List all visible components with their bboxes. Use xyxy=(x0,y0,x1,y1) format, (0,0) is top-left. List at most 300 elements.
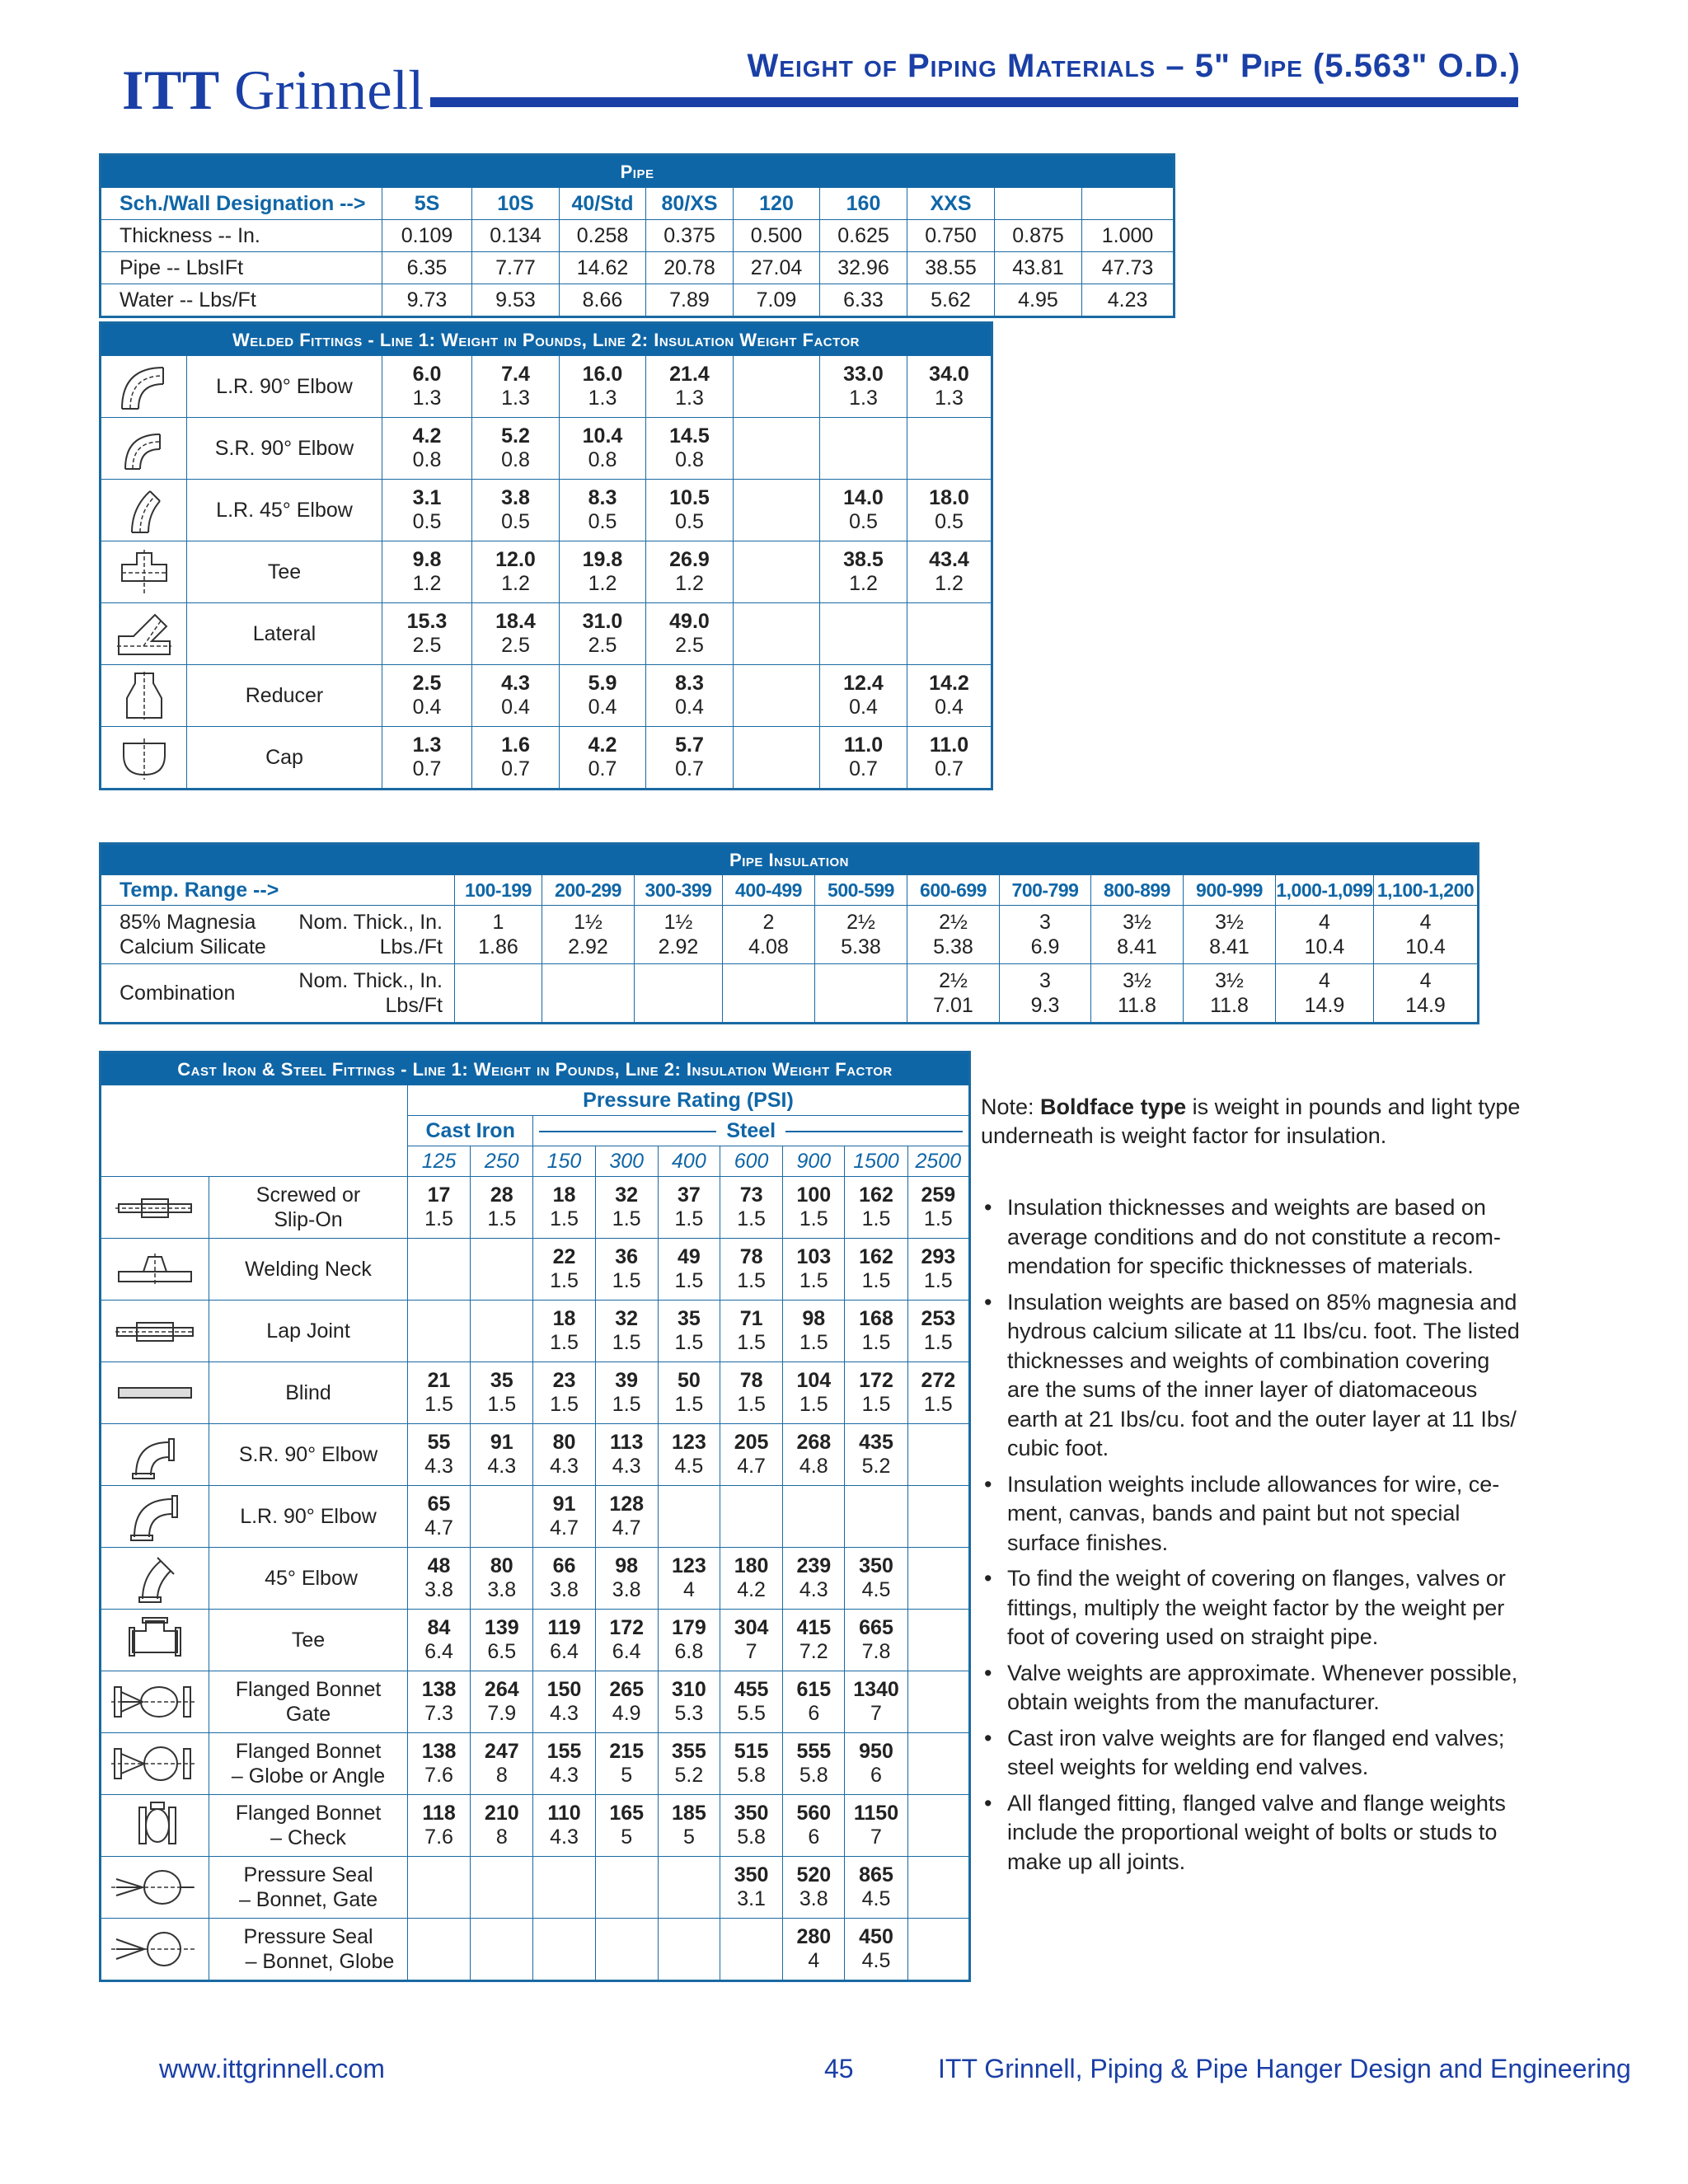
fitting-value-cell xyxy=(845,1548,907,1610)
weight-value: 350 xyxy=(734,1863,769,1886)
weight-value: 18.0 xyxy=(929,486,969,509)
fitting-value-cell xyxy=(407,1301,470,1362)
insulation-value-cell xyxy=(1091,906,1184,964)
insulation-factor: 1.5 xyxy=(674,1207,704,1230)
pipe-value-cell: 7.77 xyxy=(472,252,560,284)
weight-value: 17 xyxy=(427,1183,451,1207)
weight-value: 5.2 xyxy=(501,424,530,448)
insulation-factor: 4.3 xyxy=(550,1825,579,1849)
weight-per-foot: 5.38 xyxy=(841,935,881,958)
pipe-table-row xyxy=(101,284,1175,317)
pipe-value-cell: 0.750 xyxy=(907,220,995,252)
fitting-name-line1: Pressure Seal xyxy=(243,1863,373,1886)
fitting-value-cell xyxy=(407,1795,470,1857)
note-bullet: • To find the weight of covering on flanges, valves or fittings, multiply the weight factor by the weight per foot of covering used on straight pipe. xyxy=(981,1564,1525,1652)
fitting-value-cell xyxy=(595,1919,658,1981)
weight-value: 110 xyxy=(547,1802,581,1825)
fitting-value-cell xyxy=(471,1733,533,1795)
weight-value: 26.9 xyxy=(669,548,710,571)
insulation-factor: 4.7 xyxy=(737,1455,766,1478)
insulation-factor: 1.2 xyxy=(588,572,617,595)
fitting-value-cell xyxy=(471,1610,533,1671)
insulation-factor: 7 xyxy=(745,1640,757,1663)
fitting-value-cell xyxy=(471,1919,533,1981)
fitting-value-cell xyxy=(720,1919,782,1981)
fitting-value-cell xyxy=(472,603,560,665)
weight-value: 1.3 xyxy=(412,733,442,757)
weight-value: 272 xyxy=(921,1369,956,1392)
fitting-value-cell xyxy=(646,727,734,790)
weight-value: 415 xyxy=(796,1616,832,1639)
welded-fitting-row xyxy=(101,541,992,603)
fitting-value-cell xyxy=(658,1795,720,1857)
weight-per-foot: 14.9 xyxy=(1304,994,1345,1017)
fitting-value-cell xyxy=(845,1486,907,1548)
pipe-insulation-title: Pipe Insulation xyxy=(101,844,1479,875)
note-bullet: • All flanged fitting, flanged valve and flange weights include the proportional weight of bolts or studs to make up all joints. xyxy=(981,1789,1525,1877)
fitting-value-cell xyxy=(533,1362,595,1424)
welded-fitting-row xyxy=(101,603,992,665)
material-name-line2: Calcium Silicate xyxy=(120,935,266,958)
fitting-value-cell xyxy=(533,1919,595,1981)
insulation-value-cell xyxy=(635,964,723,1024)
insulation-value-cell xyxy=(1000,906,1091,964)
insulation-factor: 1.5 xyxy=(861,1269,891,1292)
fitting-value-cell xyxy=(382,603,472,665)
nominal-thickness: 3½ xyxy=(1123,969,1151,992)
insulation-factor: 1.5 xyxy=(799,1269,828,1292)
insulation-factor: 1.2 xyxy=(849,572,878,595)
insulation-factor: 7.3 xyxy=(424,1702,453,1725)
fitting-name: L.R. 45° Elbow xyxy=(187,480,382,541)
temp-range-header: 700-799 xyxy=(1000,875,1091,906)
weight-value: 310 xyxy=(672,1678,706,1701)
weight-value: 350 xyxy=(859,1554,893,1577)
fitting-icon-cell xyxy=(101,727,187,790)
steel-label: Steel xyxy=(726,1118,776,1142)
weight-value: 80 xyxy=(490,1554,513,1577)
insulation-factor: 1.5 xyxy=(799,1393,828,1416)
fitting-value-cell xyxy=(907,665,992,727)
weight-value: 66 xyxy=(552,1554,576,1577)
fitting-value-cell xyxy=(845,1301,907,1362)
weight-value: 50 xyxy=(677,1369,701,1392)
fitting-name xyxy=(209,1177,408,1239)
fitting-value-cell xyxy=(734,541,820,603)
weight-value: 560 xyxy=(796,1802,832,1825)
insulation-value-cell xyxy=(1184,906,1276,964)
weight-value: 22 xyxy=(552,1245,576,1268)
weight-value: 280 xyxy=(796,1925,832,1948)
fitting-value-cell xyxy=(407,1610,470,1671)
weight-value: 268 xyxy=(796,1431,832,1454)
insulation-factor: 1.5 xyxy=(923,1331,953,1354)
designation-header: 40/Std xyxy=(560,188,646,220)
nominal-thickness: 1½ xyxy=(663,911,693,934)
fitting-value-cell xyxy=(907,1857,969,1919)
fitting-value-cell xyxy=(907,603,992,665)
pipe-value-cell: 0.109 xyxy=(382,220,472,252)
insulation-factor: 4.3 xyxy=(799,1578,828,1601)
nominal-thickness: 3½ xyxy=(1215,969,1244,992)
weight-value: 84 xyxy=(427,1616,451,1639)
weight-value: 32 xyxy=(615,1307,639,1330)
fitting-value-cell xyxy=(407,1486,470,1548)
pipe-table xyxy=(99,153,1175,318)
pipe-value-cell: 0.625 xyxy=(820,220,907,252)
weight-per-foot-label: Lbs./Ft xyxy=(379,935,443,958)
weight-value: 5.7 xyxy=(675,733,704,757)
fitting-value-cell xyxy=(845,1919,907,1981)
temp-range-header-label: Temp. Range --> xyxy=(101,875,455,906)
weight-value: 37 xyxy=(677,1183,701,1207)
fitting-value-cell xyxy=(783,1239,845,1301)
fitting-name xyxy=(209,1857,408,1919)
designation-header: 160 xyxy=(820,188,907,220)
pipe-value-cell: 5.62 xyxy=(907,284,995,317)
fitting-name xyxy=(209,1733,408,1795)
fitting-value-cell xyxy=(783,1733,845,1795)
pressure-rating-header: 900 xyxy=(783,1146,845,1177)
footer-url[interactable]: www.ittgrinnell.com xyxy=(159,2054,385,2083)
weight-value: 3.8 xyxy=(501,486,530,509)
fitting-name xyxy=(209,1239,408,1301)
fitting-value-cell xyxy=(720,1424,782,1486)
weight-per-foot: 8.41 xyxy=(1117,935,1157,958)
insulation-value-cell xyxy=(907,964,1000,1024)
flanged-sr-90-elbow-icon xyxy=(101,1429,209,1480)
fitting-value-cell xyxy=(595,1548,658,1610)
fitting-value-cell xyxy=(783,1857,845,1919)
insulation-value-cell xyxy=(542,906,635,964)
fitting-name-line2: – Check xyxy=(270,1826,346,1849)
insulation-factor: 4.3 xyxy=(487,1455,517,1478)
fitting-value-cell xyxy=(720,1857,782,1919)
fitting-value-cell xyxy=(382,541,472,603)
fitting-name-line1: Pressure Seal xyxy=(243,1925,373,1948)
insulation-factor: 6.4 xyxy=(550,1640,579,1663)
fitting-value-cell xyxy=(471,1795,533,1857)
insulation-factor: 7.6 xyxy=(424,1825,453,1849)
insulation-factor: 0.7 xyxy=(675,757,704,780)
welded-fittings-title: Welded Fittings - Line 1: Weight in Pounds, Line 2: Insulation Weight Factor xyxy=(101,323,992,356)
insulation-factor: 1.5 xyxy=(612,1331,641,1354)
weight-per-foot: 11.8 xyxy=(1118,994,1156,1017)
welded-fitting-row xyxy=(101,418,992,480)
pipe-value-cell: 9.73 xyxy=(382,284,472,317)
designation-header: 5S xyxy=(382,188,472,220)
fitting-name-line1: L.R. 90° Elbow xyxy=(240,1505,377,1528)
pipe-value-cell: 32.96 xyxy=(820,252,907,284)
pipe-value-cell: 6.35 xyxy=(382,252,472,284)
insulation-material-cell xyxy=(101,964,455,1024)
fitting-value-cell xyxy=(783,1610,845,1671)
fitting-value-cell xyxy=(407,1177,470,1239)
nominal-thickness: 2 xyxy=(762,911,775,934)
fitting-value-cell xyxy=(720,1301,782,1362)
fitting-value-cell xyxy=(382,356,472,418)
fitting-value-cell xyxy=(720,1610,782,1671)
fitting-value-cell xyxy=(907,541,992,603)
weight-value: 21 xyxy=(427,1369,451,1392)
fitting-value-cell xyxy=(783,1919,845,1981)
fitting-value-cell xyxy=(533,1548,595,1610)
fitting-name xyxy=(209,1548,408,1610)
insulation-factor: 0.7 xyxy=(935,757,964,780)
pressure-rating-header: 250 xyxy=(471,1146,533,1177)
blind-flange-icon xyxy=(101,1380,209,1405)
fitting-value-cell xyxy=(907,1671,969,1733)
pipe-value-cell: 43.81 xyxy=(995,252,1082,284)
fitting-name: Reducer xyxy=(187,665,382,727)
fitting-value-cell xyxy=(471,1671,533,1733)
weight-value: 78 xyxy=(739,1369,763,1392)
fitting-value-cell xyxy=(595,1301,658,1362)
fitting-value-cell xyxy=(820,727,907,790)
insulation-material-cell xyxy=(101,906,455,964)
insulation-factor: 3.1 xyxy=(737,1887,766,1910)
pipe-row-label: Water -- Lbs/Ft xyxy=(101,284,382,317)
fitting-icon-cell xyxy=(101,1671,209,1733)
fitting-value-cell xyxy=(658,1239,720,1301)
fitting-value-cell xyxy=(907,480,992,541)
pipe-value-cell: 0.375 xyxy=(646,220,734,252)
check-valve-icon xyxy=(101,1801,209,1850)
fitting-value-cell xyxy=(595,1733,658,1795)
fitting-value-cell xyxy=(907,1424,969,1486)
nominal-thickness: 2½ xyxy=(846,911,875,934)
fitting-name-line1: Blind xyxy=(285,1381,331,1404)
cast-fitting-row xyxy=(101,1857,970,1919)
flanged-tee-icon xyxy=(101,1615,209,1666)
weight-value: 11.0 xyxy=(843,733,884,757)
fitting-value-cell xyxy=(845,1733,907,1795)
weight-value: 38.5 xyxy=(843,548,884,571)
fitting-value-cell xyxy=(407,1239,470,1301)
fitting-value-cell xyxy=(783,1486,845,1548)
fitting-name xyxy=(209,1919,408,1981)
cast-fitting-row xyxy=(101,1362,970,1424)
insulation-factor: 8 xyxy=(495,1764,508,1787)
fitting-value-cell xyxy=(845,1239,907,1301)
fitting-value-cell xyxy=(533,1733,595,1795)
fitting-value-cell xyxy=(471,1486,533,1548)
screwed-flange-icon xyxy=(101,1191,209,1224)
fitting-value-cell xyxy=(658,1424,720,1486)
weight-per-foot: 14.9 xyxy=(1405,994,1446,1017)
lap-joint-flange-icon xyxy=(101,1315,209,1347)
pipe-value-cell: 1.000 xyxy=(1082,220,1175,252)
insulation-factor: 4.3 xyxy=(612,1455,641,1478)
fitting-value-cell xyxy=(820,665,907,727)
pressure-rating-header: 2500 xyxy=(907,1146,969,1177)
material-name: Combination xyxy=(120,982,236,1005)
temp-range-header: 200-299 xyxy=(542,875,635,906)
insulation-factor: 0.4 xyxy=(588,696,617,719)
fitting-value-cell xyxy=(560,665,646,727)
insulation-factor: 2.5 xyxy=(412,634,442,657)
fitting-icon-cell xyxy=(101,480,187,541)
fitting-icon-cell xyxy=(101,1177,209,1239)
fitting-value-cell xyxy=(595,1610,658,1671)
insulation-factor: 1.5 xyxy=(923,1393,953,1416)
weight-value: 73 xyxy=(739,1183,763,1207)
insulation-value-cell xyxy=(1276,964,1374,1024)
weight-value: 32 xyxy=(615,1183,639,1207)
weight-per-foot: 8.41 xyxy=(1209,935,1250,958)
weight-value: 1150 xyxy=(853,1802,899,1825)
weight-value: 5.9 xyxy=(588,672,617,695)
fitting-value-cell xyxy=(472,665,560,727)
fitting-value-cell xyxy=(382,480,472,541)
fitting-name-line1: Tee xyxy=(291,1629,326,1652)
weight-value: 11.0 xyxy=(929,733,969,757)
fitting-name-line1: Screwed or xyxy=(256,1183,361,1207)
weight-value: 48 xyxy=(427,1554,451,1577)
fitting-value-cell xyxy=(720,1486,782,1548)
insulation-factor: 7 xyxy=(870,1702,882,1725)
insulation-factor: 1.5 xyxy=(923,1207,953,1230)
insulation-factor: 3.8 xyxy=(550,1578,579,1601)
fitting-name-line1: Flanged Bonnet xyxy=(235,1740,382,1763)
weight-value: 49.0 xyxy=(669,610,710,633)
fitting-value-cell xyxy=(658,1857,720,1919)
fitting-value-cell xyxy=(472,418,560,480)
designation-header-label: Sch./Wall Designation --> xyxy=(101,188,382,220)
insulation-factor: 2.5 xyxy=(675,634,704,657)
designation-header xyxy=(1082,188,1175,220)
fitting-name xyxy=(209,1795,408,1857)
weight-value: 55 xyxy=(427,1431,451,1454)
weight-per-foot: 5.38 xyxy=(933,935,973,958)
fitting-name-line1: Flanged Bonnet xyxy=(235,1678,382,1701)
fitting-icon-cell xyxy=(101,603,187,665)
fitting-value-cell xyxy=(720,1795,782,1857)
insulation-factor: 5.5 xyxy=(737,1702,766,1725)
temp-range-header: 400-499 xyxy=(723,875,815,906)
fitting-value-cell xyxy=(471,1301,533,1362)
weight-value: 128 xyxy=(609,1493,645,1516)
insulation-factor: 6.4 xyxy=(424,1640,453,1663)
cast-fitting-row xyxy=(101,1795,970,1857)
fitting-value-cell xyxy=(533,1610,595,1671)
fitting-value-cell xyxy=(845,1857,907,1919)
weight-value: 435 xyxy=(859,1431,893,1454)
page-number: 45 xyxy=(824,2054,854,2083)
weight-value: 8.3 xyxy=(675,672,704,695)
cast-steel-fittings-title: Cast Iron & Steel Fittings - Line 1: Weight in Pounds, Line 2: Insulation Weight Factor xyxy=(101,1052,970,1085)
insulation-factor: 1.3 xyxy=(675,387,704,410)
insulation-factor: 4.3 xyxy=(550,1764,579,1787)
pipe-value-cell: 27.04 xyxy=(734,252,820,284)
fitting-value-cell xyxy=(471,1177,533,1239)
fitting-value-cell xyxy=(560,603,646,665)
weight-value: 138 xyxy=(421,1740,457,1763)
insulation-factor: 0.5 xyxy=(935,510,964,533)
nominal-thickness: 4 xyxy=(1419,969,1432,992)
insulation-factor: 1.2 xyxy=(675,572,704,595)
fitting-value-cell xyxy=(907,1733,969,1795)
insulation-factor: 1.5 xyxy=(737,1207,766,1230)
fitting-value-cell xyxy=(382,727,472,790)
insulation-value-cell xyxy=(1374,964,1479,1024)
insulation-factor: 1.5 xyxy=(861,1207,891,1230)
temp-range-header: 1,100-1,200 xyxy=(1374,875,1479,906)
insulation-value-cell xyxy=(1374,906,1479,964)
weight-value: 264 xyxy=(484,1678,519,1701)
weight-value: 450 xyxy=(859,1925,893,1948)
insulation-factor: 7.6 xyxy=(424,1764,453,1787)
insulation-factor: 1.5 xyxy=(487,1207,517,1230)
weight-value: 139 xyxy=(484,1616,519,1639)
fitting-value-cell xyxy=(471,1362,533,1424)
insulation-value-cell xyxy=(815,906,907,964)
fitting-icon-cell xyxy=(101,1424,209,1486)
weight-value: 14.0 xyxy=(843,486,884,509)
insulation-factor: 5.8 xyxy=(737,1825,766,1849)
flanged-45-elbow-icon xyxy=(101,1553,209,1604)
weight-value: 104 xyxy=(796,1369,832,1392)
welded-fitting-row xyxy=(101,665,992,727)
lateral-icon xyxy=(101,608,186,659)
weight-value: 304 xyxy=(734,1616,769,1639)
fitting-value-cell xyxy=(734,356,820,418)
fitting-value-cell xyxy=(783,1671,845,1733)
fitting-icon-cell xyxy=(101,1362,209,1424)
insulation-factor: 0.8 xyxy=(412,448,442,471)
nominal-thickness-label: Nom. Thick., In. xyxy=(298,911,443,934)
fitting-value-cell xyxy=(560,541,646,603)
insulation-factor: 1.5 xyxy=(612,1207,641,1230)
weight-value: 150 xyxy=(546,1678,582,1701)
weight-value: 19.8 xyxy=(582,548,623,571)
fitting-value-cell xyxy=(658,1919,720,1981)
fitting-icon-cell xyxy=(101,1239,209,1301)
fitting-value-cell xyxy=(533,1671,595,1733)
weight-value: 71 xyxy=(739,1307,763,1330)
weight-value: 12.4 xyxy=(843,672,884,695)
fitting-value-cell xyxy=(472,541,560,603)
weight-value: 10.4 xyxy=(582,424,623,448)
insulation-factor: 2.5 xyxy=(588,634,617,657)
pipe-table-title: Pipe xyxy=(101,155,1175,188)
fitting-name-line2: – Bonnet, Globe xyxy=(222,1950,395,1973)
insulation-factor: 0.4 xyxy=(849,696,878,719)
insulation-factor: 4 xyxy=(682,1578,695,1601)
pressure-rating-header: 300 xyxy=(595,1146,658,1177)
insulation-factor: 1.3 xyxy=(412,387,442,410)
weight-value: 98 xyxy=(615,1554,639,1577)
insulation-factor: 1.5 xyxy=(674,1393,704,1416)
pipe-insulation-table xyxy=(99,842,1479,1024)
insulation-factor: 1.5 xyxy=(550,1269,579,1292)
fitting-name-line2: Slip-On xyxy=(274,1208,343,1231)
weight-per-foot: 11.8 xyxy=(1210,994,1249,1017)
insulation-factor: 6 xyxy=(808,1702,820,1725)
fitting-value-cell xyxy=(560,356,646,418)
pipe-value-cell: 6.33 xyxy=(820,284,907,317)
fitting-name-line1: Lap Joint xyxy=(266,1319,350,1343)
fitting-value-cell xyxy=(533,1301,595,1362)
cast-steel-fittings-table xyxy=(99,1051,971,1982)
weight-value: 162 xyxy=(859,1245,893,1268)
insulation-factor: 1.2 xyxy=(935,572,964,595)
insulation-factor: 1.5 xyxy=(550,1331,579,1354)
nominal-thickness: 3½ xyxy=(1215,911,1244,934)
fitting-value-cell xyxy=(646,603,734,665)
fitting-value-cell xyxy=(533,1239,595,1301)
insulation-factor: 1.5 xyxy=(424,1207,453,1230)
